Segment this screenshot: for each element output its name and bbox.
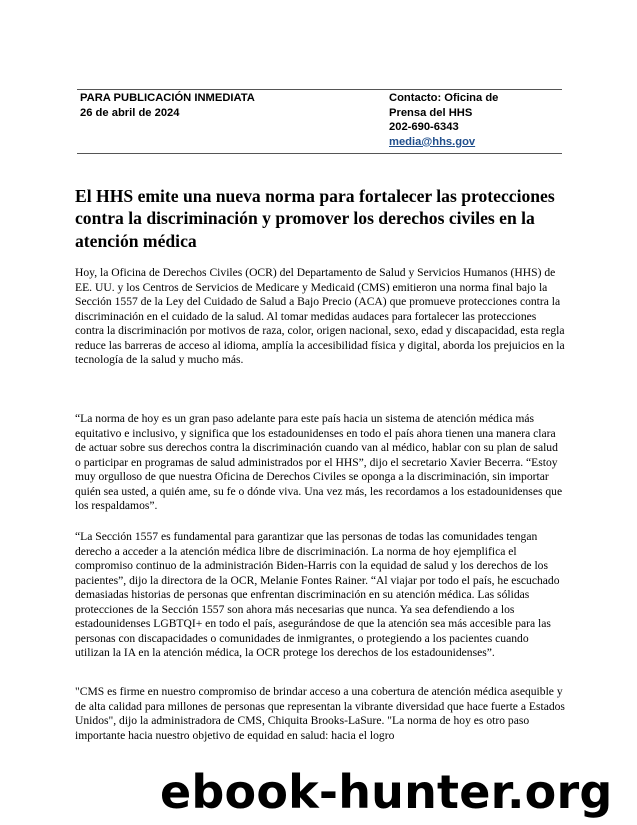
paragraph-cms-quote: "CMS es firme en nuestro compromiso de brindar acceso a una cobertura de atención médica asequible y de alta calidad para millones de personas que representan la vibrante diversidad que hace fuerte a Estados Unidos", dijo la administradora de CMS, Chiquita Brooks-LaSure. "La norma de hoy es otro paso importante hacia nuestro objetivo de equidad en salud: hacia el logro [75,685,565,742]
header-top-rule [77,89,562,90]
paragraph-ocr-quote: “La Sección 1557 es fundamental para garantizar que las personas de todas las comunidades tengan derecho a acceder a la atención médica libre de discriminación. La norma de hoy ejemplifica el compromiso continuo de la administración Biden-Harris con la equidad de salud y los derechos de los pacientes”, dijo la directora de la OCR, Melanie Fontes Rainer. “Al viajar por todo el país, he escuchado demasiadas historias de personas que enfrentan discriminación en su atención médica. Las sólidas protecciones de la Sección 1557 son ahora más necesarias que nunca. Ya sea defendiendo a los estadounidenses LGBTQI+ en todo el país, asegurándose de que la atención sea más accesible para las personas con discapacidades o comunidades de inmigrantes, o protegiendo a los pacientes cuando utilizan la IA en la atención médica, la OCR protege los derechos de los estadounidenses”. [75,530,560,660]
release-date: 26 de abril de 2024 [80,106,180,119]
watermark-text: ebook-hunter.org [160,765,613,819]
contact-email-link[interactable]: media@hhs.gov [389,135,476,148]
header-bottom-rule [77,153,562,154]
paragraph-becerra-quote: “La norma de hoy es un gran paso adelante para este país hacia un sistema de atención médica más equitativo e inclusivo, y significa que los estadounidenses en todo el país ahora tienen una manera clara de actuar sobre sus derechos contra la discriminación cuando van al médico, hablar con su plan de salud o participar en programas de salud administrados por el HHS”, dijo el secretario Xavier Becerra. “Estoy muy orgulloso de que nuestra Oficina de Derechos Civiles se oponga a la discriminación, sin importar quién sea usted, a quién ame, su fe o dónde viva. Una vez más, les recordamos a los estadounidenses que los respaldamos”. [75,412,563,513]
release-label: PARA PUBLICACIÓN INMEDIATA [80,92,255,104]
paragraph-intro: Hoy, la Oficina de Derechos Civiles (OCR) del Departamento de Salud y Servicios Humanos (HHS) de EE. UU. y los Centros de Servicios de Medicare y Medicaid (CMS) emitieron una norma final bajo la Sección 1557 de la Ley del Cuidado de Salud a Bajo Precio (ACA) que promueve protecciones contra la discriminación en el cuidado de la salud. Al tomar medidas audaces para fortalecer las protecciones contra la discriminación por motivos de raza, color, origen nacional, sexo, edad y discapacidad, esta regla reduce las barreras de acceso al idioma, amplía la accesibilidad física y digital, aborda los prejuicios en la tecnología de la salud y mucho más. [75,266,565,367]
contact-line-2: Prensa del HHS [389,106,473,119]
contact-line-1: Contacto: Oficina de [389,92,499,104]
page-title: El HHS emite una nueva norma para fortalecer las protecciones contra la discriminación y promover los derechos civiles en la atención médica [75,186,555,251]
release-block [80,91,370,120]
contact-block [389,91,564,149]
contact-phone: 202-690-6343 [389,121,459,134]
